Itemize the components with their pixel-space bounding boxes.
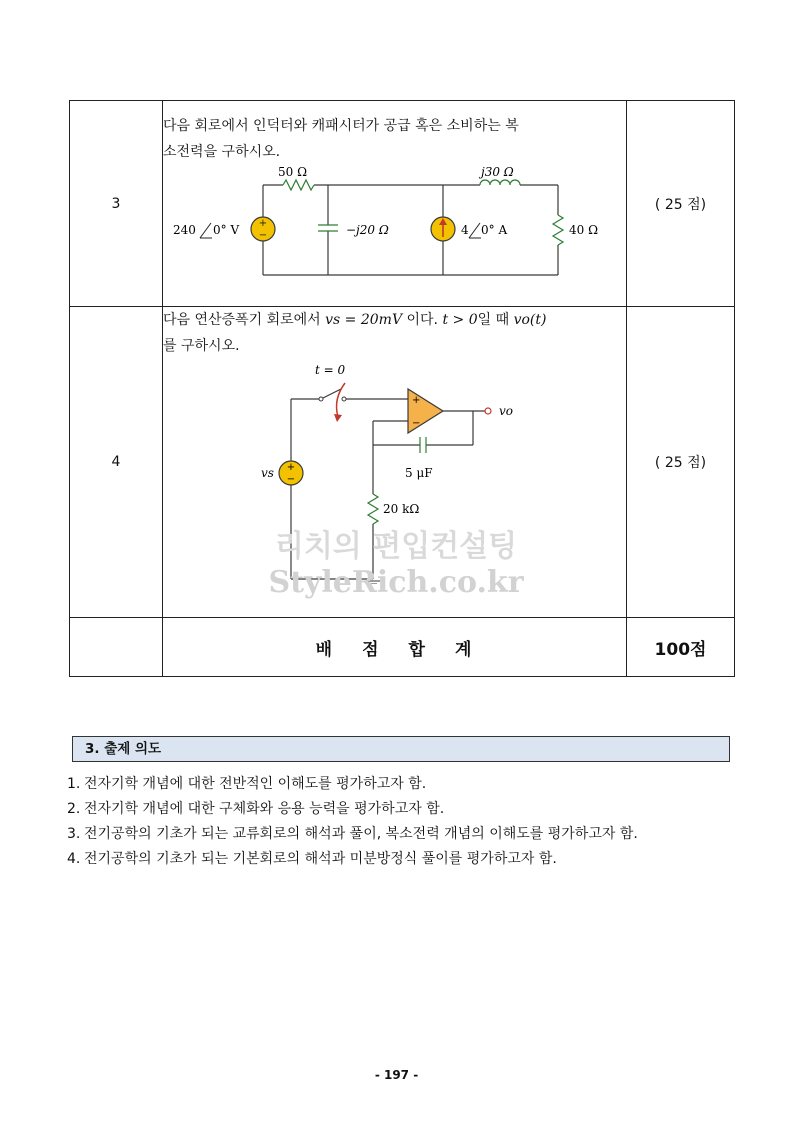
exam-table: [69, 100, 735, 677]
vs-plus: +: [286, 462, 296, 473]
question-text-line2: 를 구하시오.: [163, 338, 240, 354]
question-row-4: [70, 307, 735, 618]
ac-circuit-diagram: [163, 165, 613, 295]
question-text: [163, 307, 626, 359]
inductor-label: j30 Ω: [481, 164, 514, 179]
resistor-20k-label: 20 kΩ: [383, 502, 420, 516]
resistor-50-label: 50 Ω: [278, 164, 308, 179]
question-number: 3: [70, 101, 163, 307]
resistor-40-label: 40 Ω: [569, 222, 599, 237]
current-source-value: 4: [461, 222, 469, 237]
source-label: vs: [261, 466, 274, 480]
question-number: 4: [70, 307, 163, 618]
watermark-line2: StyleRich.co.kr: [268, 565, 524, 600]
question-cell: [163, 307, 627, 618]
opamp-minus: −: [412, 418, 421, 429]
list-item: 3. 전기공학의 기초가 되는 교류회로의 해석과 풀이, 복소전력 개념의 이해도를 평가하고자 함.: [67, 826, 638, 842]
question-text-line1: 다음 회로에서 인덕터와 캐패시터가 공급 혹은 소비하는 복: [163, 117, 519, 134]
question-row-3: [70, 101, 735, 307]
intent-list: [67, 772, 735, 872]
voltage-source-value: 240: [173, 222, 196, 237]
question-cell: [163, 101, 627, 307]
opamp-plus: +: [412, 395, 421, 406]
current-source-angle: 0° A: [481, 222, 508, 237]
vs-minus: −: [286, 474, 296, 485]
list-item: 4. 전기공학의 기초가 되는 기본회로의 해석과 미분방정식 풀이를 평가하고자 함.: [67, 851, 557, 867]
page-number: - 197 -: [374, 1068, 419, 1082]
list-item: 1. 전자기학 개념에 대한 전반적인 이해도를 평가하고자 함.: [67, 776, 427, 792]
question-text: [163, 113, 626, 165]
source-minus: −: [258, 229, 268, 241]
section-header: 3. 출제 의도: [72, 736, 730, 762]
watermark-line1: 리치의 편입컨설팅: [274, 529, 518, 564]
question-text-line2: 소전력을 구하시오.: [163, 143, 281, 160]
list-item: 2. 전자기학 개념에 대한 구체화와 응용 능력을 평가하고자 함.: [67, 801, 445, 817]
source-plus: +: [258, 217, 268, 229]
question-text-line1: 다음 연산증폭기 회로에서 vs = 20mV 이다. t > 0일 때 vo(t): [163, 312, 547, 328]
voltage-source-angle: 0° V: [213, 222, 240, 237]
summary-label: 배 점 합 계: [163, 618, 627, 677]
opamp-circuit-diagram: [163, 359, 613, 584]
summary-row: [70, 618, 735, 677]
question-points: ( 25 점): [627, 307, 735, 618]
switch-label: t = 0: [315, 363, 346, 377]
summary-total: 100점: [627, 618, 735, 677]
question-points: ( 25 점): [627, 101, 735, 307]
capacitor-5uf-label: 5 μF: [405, 466, 433, 480]
capacitor-label: −j20 Ω: [346, 222, 389, 237]
output-label: vo: [499, 404, 514, 418]
